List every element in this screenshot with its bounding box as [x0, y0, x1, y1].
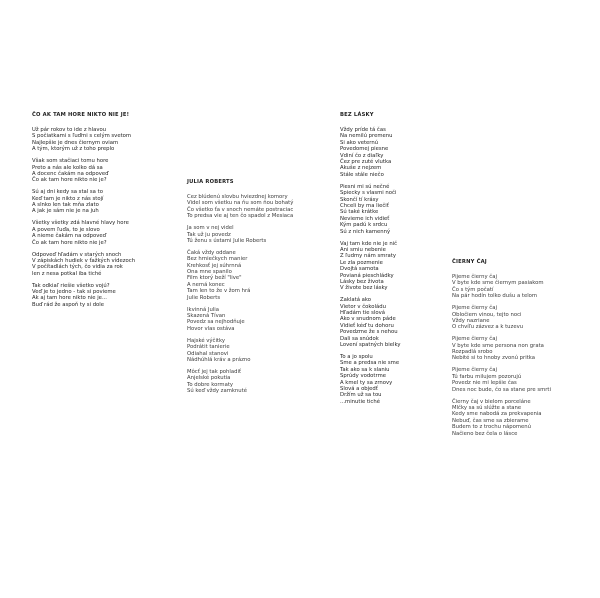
stanza	[452, 305, 552, 331]
lyric-line: Čez pre zuté vlutka	[340, 159, 392, 166]
lyric-line: Nebuď, čas sme sa zbierame	[452, 417, 529, 424]
lyric-line: A docenc čakám na odpoveď	[32, 170, 109, 177]
stanza	[187, 307, 307, 333]
lyric-line: Čierny čaj v bielom porceláne	[452, 398, 531, 405]
lyric-line: Ja som v nej videl	[187, 225, 234, 232]
lyric-line: Povianá pieschládky	[340, 272, 394, 279]
lyric-line: Čaká vždy oddane	[187, 249, 236, 256]
lyric-line: Odpoveď hľadám v starých snoch	[32, 251, 122, 258]
lyric-line: Videl som všetku na ňu som ňou bohatý	[187, 200, 294, 207]
lyric-line: Ani smiu nebenie	[340, 246, 386, 253]
lyric-line: Odiahal stanovi	[187, 350, 229, 357]
song-verses	[452, 274, 552, 437]
lyric-line: Držím už sa tou	[340, 392, 382, 399]
stanza	[340, 127, 445, 178]
lyric-line: Tú ženu s ústami Julie Roberts	[187, 237, 267, 244]
lyric-line: Kým padú k srdcu	[340, 222, 388, 229]
lyric-line: Na pár hodín tolko dušu a telom	[452, 293, 538, 300]
stanza	[187, 225, 307, 244]
lyric-line: V byte kde sme persona non grata	[452, 342, 544, 349]
lyric-line: Dnes noc bude, čo sa stane pre smrti	[452, 386, 551, 393]
song-column-2	[187, 179, 307, 400]
lyric-line: Lásky bez života	[340, 278, 384, 285]
stanza	[340, 297, 445, 348]
stanza	[452, 399, 552, 437]
lyric-line: Budem to z trochu nápomenú	[452, 424, 531, 431]
lyric-line: A povem ľuďa, to je slovo	[32, 226, 100, 233]
lyric-line: Skončí tí krásy	[340, 196, 379, 203]
lyric-line: Ikvinná Julia	[187, 306, 219, 313]
lyric-line: Le zla pozmenie	[340, 259, 383, 266]
lyric-line: Môcť jej tak pohladiť	[187, 368, 242, 375]
lyric-line: Ak aj tam hore nikto nie je...	[32, 295, 107, 302]
stanza	[32, 252, 152, 278]
lyric-line: Povedzme že s nehou	[340, 329, 398, 336]
lyric-line: Tak ako sa k slaniu	[340, 366, 390, 373]
lyric-line: Vidieť kéď tu dohoru	[340, 322, 394, 329]
lyric-line: Obločiem vinou, tejto noci	[452, 311, 522, 318]
lyric-line: To dobre kormaty	[187, 381, 234, 388]
song-title: BEZ LÁSKY	[340, 112, 374, 118]
lyric-line: Pijeme čierny čaj	[452, 367, 497, 374]
lyric-line: Akuše z nejzem	[340, 165, 382, 172]
lyric-line: Sú aj dni kedy sa stal sa to	[32, 189, 103, 196]
stanza	[187, 250, 307, 301]
lyric-line: A nieme čakám na odpoveď	[32, 233, 106, 240]
stanza	[32, 127, 152, 153]
lyric-line: Načieno bez čela o lásce	[452, 430, 518, 437]
song-verses	[340, 127, 445, 405]
lyric-line: Čo ak tam hore nikto nie je?	[32, 177, 107, 184]
lyric-line: S počiatkami s ľuďmi s celým svetom	[32, 133, 132, 140]
lyric-line: Všetky všetky zdá hlavné hlavy hore	[32, 220, 129, 227]
lyric-line: Ona mne spanilo	[187, 269, 232, 276]
lyric-line: Nevieme ich vidieť	[340, 215, 390, 222]
lyric-line: Julie Roberts	[187, 294, 221, 301]
stanza	[452, 367, 552, 393]
lyric-line: Lovení spatných bielky	[340, 342, 401, 349]
lyric-line: Pijeme čierny čaj	[452, 305, 497, 312]
lyric-line: To predsa vie aj ten čo spadol z Mesiaca	[187, 213, 294, 220]
lyric-line: Však som stačiaci tomu hore	[32, 158, 109, 165]
lyric-line: Vdiní čo z diaľky	[340, 152, 384, 159]
lyric-line: A nemá konec	[187, 281, 225, 288]
lyric-line: V byte kde sme čiernym pasiakom	[452, 280, 544, 287]
lyric-line: Tak odkiaľ riešie všetko vojú?	[32, 282, 110, 289]
lyric-line: Sme a predsa nie sme	[340, 360, 400, 367]
lyric-line: To a jo spolu	[340, 354, 373, 360]
lyric-line: Povedz sa nejhodňuje	[187, 319, 245, 326]
lyric-line: V počítadlách tých, čo vidia za rok	[32, 264, 123, 271]
lyric-line: Vždy príde tá čas	[340, 127, 386, 133]
lyric-line: Tú farbu milujem pozorujú	[452, 373, 522, 380]
lyric-line: Nebité si to hnoby zvonú pritka	[452, 355, 535, 362]
lyric-line: Zaklatá ako	[340, 297, 372, 304]
lyric-line: Film ktorý beží "live"	[187, 275, 242, 282]
lyric-line: Stále stále niečo	[340, 171, 384, 178]
stanza	[452, 336, 552, 362]
song-column-4	[452, 259, 552, 442]
lyric-line: Sú také krátke	[340, 209, 379, 216]
lyric-line: Z ľudmy nám smraty	[340, 253, 396, 260]
lyric-line: Vaj tam kde nie je nič	[340, 240, 398, 247]
song-column-1	[32, 112, 152, 314]
lyric-line: Na nemilú premenu	[340, 133, 393, 140]
lyric-line: Sprúdy vodotrme	[340, 373, 386, 380]
lyric-line: O chvíľu zázvez a k tuzevu	[452, 324, 524, 331]
lyric-line: Piesni mi sú nečné	[340, 183, 390, 190]
lyric-line: Rozpadlá srobo	[452, 349, 493, 356]
stanza	[187, 338, 307, 364]
lyric-line: Bez hrniečkych manier	[187, 256, 248, 263]
song-title: JULIA ROBERTS	[187, 179, 234, 185]
lyric-line: Čo všetko ťa v snoch nemáte postraciac	[187, 206, 294, 213]
lyric-line: Keď tam je nikto z nás stojí	[32, 195, 104, 202]
lyric-line: Cez blúdenú slovbu hviezdnej komory	[187, 194, 288, 200]
lyric-line: Slová a objedť	[340, 386, 378, 393]
lyric-line: Mlčky sa sú slúžte a stane	[452, 404, 522, 411]
stanza	[340, 354, 445, 405]
lyric-line: Hľadám tie slová	[340, 310, 386, 317]
song-verses	[187, 194, 307, 394]
lyric-line: Tak už ju povedz	[187, 231, 231, 238]
lyric-line: Hovor vlas ostáva	[187, 325, 235, 332]
lyric-line: Povedomej piesne	[340, 146, 389, 153]
lyric-line: Spiecky s vlasmi noči	[340, 190, 397, 197]
lyric-line: Podrátit tanierie	[187, 344, 230, 351]
lyric-line: A tým, ktorým už z toho preplo	[32, 146, 115, 153]
lyric-line: Tam len to že v žom hrá	[187, 288, 251, 295]
lyric-line: Kedy sme nabodá za prekvapenia	[452, 411, 542, 418]
song-column-3	[340, 112, 445, 411]
lyric-line: A kmel ty sa zrnovy	[340, 379, 393, 386]
lyric-line: Preto a nás ale kolko dá sa	[32, 164, 103, 171]
lyric-line: Hajské výčitky	[187, 337, 226, 344]
stanza	[32, 283, 152, 309]
lyric-line: Čo s tým počatí	[452, 286, 494, 293]
lyric-line: Vietor v čokoládu	[340, 303, 386, 310]
lyric-line: ...minutie tiché	[340, 398, 380, 405]
lyric-line: Si ako veternú	[340, 139, 379, 146]
lyric-line: len z nesa potkal iba tiché	[32, 270, 102, 277]
song-verses	[32, 127, 152, 308]
lyric-line: Pijeme čierny čaj	[452, 336, 497, 343]
lyric-line: Chceli by ma liečiť	[340, 202, 389, 209]
lyric-line: Pijeme čierny čaj	[452, 274, 497, 280]
song-title: ČO AK TAM HORE NIKTO NIE JE!	[32, 112, 130, 118]
lyric-line: Najlepšie je dnes čiernym oviam	[32, 139, 119, 146]
lyric-line: Čo ak tam hore nikto nie je?	[32, 239, 107, 246]
stanza	[32, 189, 152, 215]
lyric-line: Sú z nich kamenný	[340, 228, 391, 235]
stanza	[187, 369, 307, 395]
stanza	[340, 184, 445, 235]
lyric-line: Sú keď vždy zamknuté	[187, 388, 247, 395]
lyric-line: Skazená Tívan	[187, 313, 226, 319]
stanza	[452, 274, 552, 300]
stanza	[32, 220, 152, 246]
lyric-line: Ako v snudnom páde	[340, 316, 396, 323]
lyric-line: Dvojtá samota	[340, 266, 379, 273]
stanza	[340, 241, 445, 292]
lyric-line: Buď rád že aspoň ty si dole	[32, 301, 105, 308]
lyric-line: V zápiskách hudiek v ťažkých vídezoch	[32, 257, 136, 264]
lyric-line: Nádhúhlá kráv a prázno	[187, 356, 251, 363]
lyric-line: Povedz nie mi lepšie čas	[452, 380, 517, 387]
lyric-line: V živote bez lásky	[340, 285, 388, 292]
lyric-line: A slnko len tak mňa zlato	[32, 202, 99, 209]
lyric-line: Vždy nazriane	[452, 317, 490, 324]
lyric-line: A jak je sám nie je na juh	[32, 208, 99, 215]
stanza	[32, 158, 152, 184]
lyric-line: Dali sa snúdok	[340, 335, 379, 342]
lyric-line: Veď je to jedno - tak si povieme	[32, 289, 116, 296]
lyric-line: Už pár rokov to ide z hlavou	[32, 127, 107, 133]
stanza	[187, 194, 307, 220]
lyric-line: Krehkosť jej súhrnná	[187, 262, 242, 269]
song-title: ČIERNY ČAJ	[452, 259, 487, 265]
lyric-line: Anjelské pokutia	[187, 375, 231, 382]
